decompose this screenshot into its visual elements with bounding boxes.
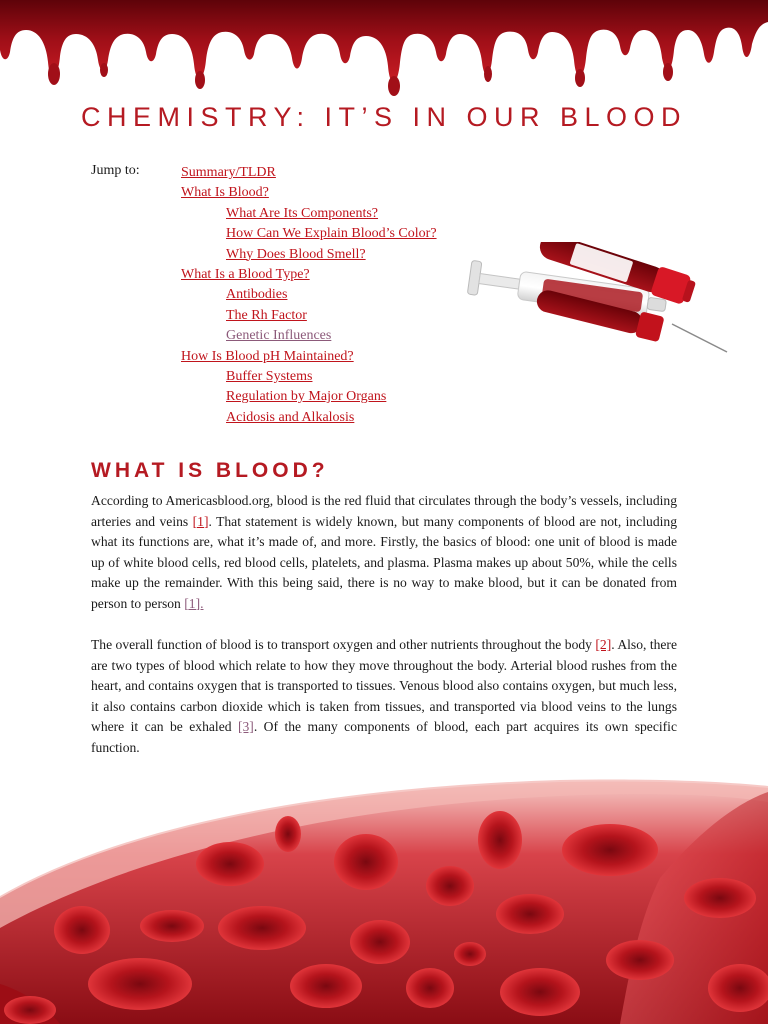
paragraph-blood-function bbox=[91, 635, 677, 758]
toc-item[interactable] bbox=[226, 204, 378, 224]
toc-item[interactable] bbox=[181, 183, 269, 203]
toc-link-rh-factor[interactable]: The Rh Factor bbox=[226, 307, 307, 323]
toc-item[interactable] bbox=[181, 347, 354, 367]
citation-link-1[interactable]: [1] bbox=[192, 513, 209, 529]
toc-link-what-is-blood[interactable]: What Is Blood? bbox=[181, 185, 269, 201]
section-heading: WHAT IS BLOOD? bbox=[91, 459, 329, 482]
toc-item[interactable] bbox=[226, 367, 312, 387]
toc-link-ph[interactable]: How Is Blood pH Maintained? bbox=[181, 348, 354, 364]
citation-link-1b[interactable]: [1]. bbox=[184, 595, 204, 611]
toc-item[interactable] bbox=[181, 265, 310, 285]
paragraph-text: The overall function of blood is to transport oxygen and other nutrients throughout the body bbox=[91, 637, 596, 652]
toc-item[interactable] bbox=[181, 163, 276, 183]
red-blood-cells-vessel-image bbox=[0, 778, 768, 1024]
paragraph-text: According to Americasblood.org, blood is the red fluid that circulates through the body’s vessels, including arteries and veins bbox=[91, 493, 677, 529]
toc-link-components[interactable]: What Are Its Components? bbox=[226, 205, 379, 221]
toc-link-genetic-influences[interactable]: Genetic Influences bbox=[226, 328, 332, 344]
toc-link-color[interactable]: How Can We Explain Blood’s Color? bbox=[226, 226, 437, 242]
toc-link-regulation[interactable]: Regulation by Major Organs bbox=[226, 389, 387, 405]
toc-link-smell[interactable]: Why Does Blood Smell? bbox=[226, 246, 366, 262]
toc-item[interactable] bbox=[226, 224, 437, 244]
toc-item[interactable] bbox=[226, 245, 366, 265]
jump-to-label: Jump to: bbox=[91, 163, 140, 178]
page-title: CHEMISTRY: IT’S IN OUR BLOOD bbox=[80, 102, 688, 132]
toc-item[interactable] bbox=[226, 387, 386, 407]
toc-item[interactable] bbox=[226, 285, 287, 305]
syringe-and-blood-tubes-image bbox=[462, 242, 732, 362]
toc-link-antibodies[interactable]: Antibodies bbox=[226, 287, 288, 303]
citation-link-3[interactable]: [3] bbox=[237, 719, 254, 734]
toc-item[interactable] bbox=[226, 326, 331, 346]
citation-link-2[interactable]: [2] bbox=[595, 637, 612, 652]
toc-link-acidosis[interactable]: Acidosis and Alkalosis bbox=[226, 409, 355, 425]
toc-item[interactable] bbox=[226, 408, 354, 428]
paragraph-text: . Also, there are two types of blood which relate to how they move throughout the body. Arterial blood rushes from the heart, and contains oxygen that is transported to tissues. Venous blood also contains oxygen, but much less, it also contains carbon dioxide which is taken from tissues, and transported via blood veins to the lungs where it can be exhaled bbox=[91, 637, 677, 734]
toc-link-blood-type[interactable]: What Is a Blood Type? bbox=[181, 267, 310, 282]
toc-link-summary[interactable]: Summary/TLDR bbox=[181, 165, 276, 180]
paragraph-text: . Of the many components of blood, each part acquires its own specific function. bbox=[91, 719, 677, 755]
toc-item[interactable] bbox=[226, 306, 307, 326]
paragraph-what-is-blood bbox=[91, 491, 677, 614]
blood-drip-header bbox=[0, 0, 768, 100]
toc-link-buffer-systems[interactable]: Buffer Systems bbox=[226, 369, 313, 384]
paragraph-text: . That statement is widely known, but many components of blood are not, including what its functions are, what it’s made of, and more. Firstly, the basics of blood: one unit of blood is made up of white blood cells, red blood cells, platelets, and plasma. Plasma makes up about 50%, while the cells make up the remainder. With this being said, there is no way to make blood, but it can be donated from person to person bbox=[91, 513, 677, 611]
